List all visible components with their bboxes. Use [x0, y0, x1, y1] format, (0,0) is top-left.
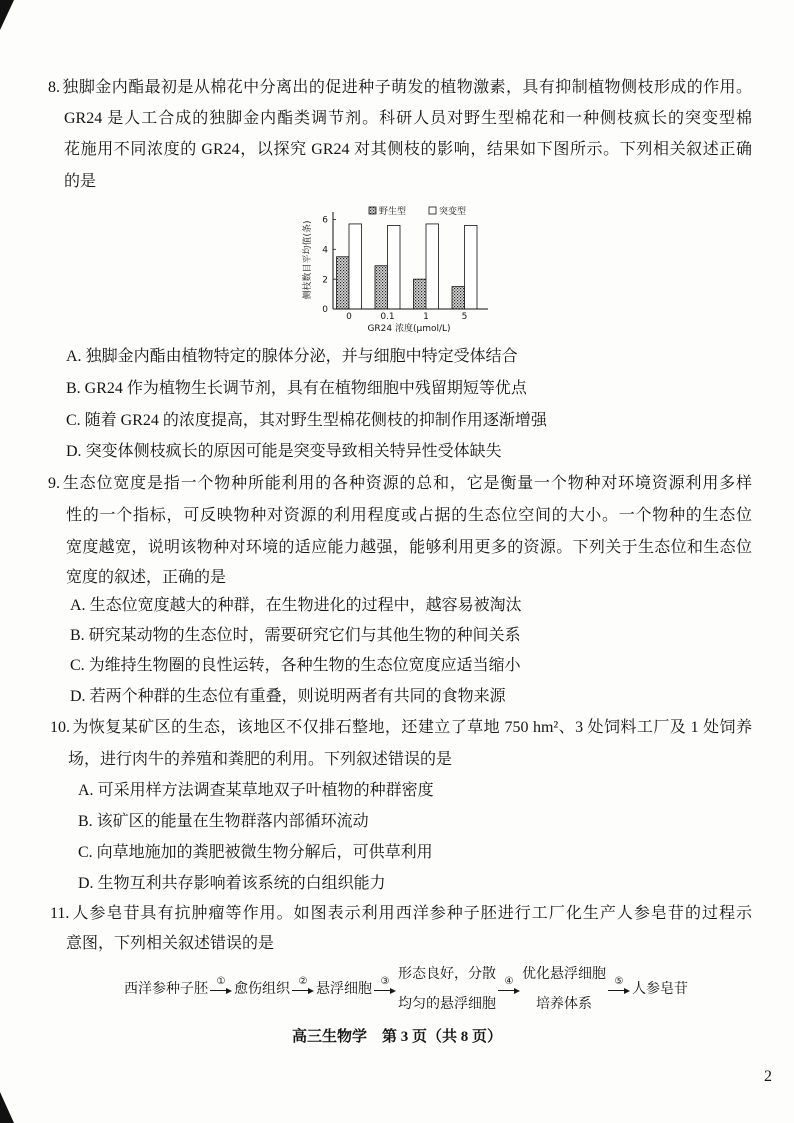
question-stem-line: 意图，下列相关叙述错误的是	[66, 935, 275, 952]
page-number: 2	[764, 1068, 772, 1085]
flow-step-text: 培养体系	[536, 997, 592, 1012]
bar-mutant-2	[426, 224, 439, 309]
ginsenoside-production-flow	[124, 968, 688, 1012]
option-label: C.	[66, 412, 81, 429]
x-tick-label-1: 0.1	[380, 312, 395, 322]
option-label: C.	[70, 657, 85, 674]
y-tick-label-0: 0	[322, 305, 328, 316]
y-tick-label-6: 6	[322, 215, 328, 226]
option-label: B.	[70, 627, 85, 644]
x-tick-label-0: 0	[346, 312, 352, 322]
legend-swatch-mutant	[429, 207, 436, 214]
question-stem-line	[50, 904, 752, 924]
flow-step-text: 愈伤组织	[234, 982, 290, 997]
question-stem-line	[48, 474, 752, 494]
question-stem-line	[50, 718, 752, 738]
question-stem-line: 的是	[64, 173, 97, 190]
question-stem-line: 花施用不同浓度的 GR24，以探究 GR24 对其侧枝的影响，结果如下图所示。下列相关叙述正确	[64, 141, 752, 158]
y-tick-label-4: 4	[322, 245, 328, 256]
flow-step-text: 悬浮细胞	[316, 982, 372, 997]
x-tick-label-2: 1	[423, 312, 429, 322]
stem-text: 独脚金内酯最初是从棉花中分离出的促进种子萌发的植物激素，具有抑制植物侧枝形成的作用。	[62, 79, 752, 96]
chart-legend	[369, 205, 466, 217]
option-text: 突变体侧枝疯长的原因可能是突变导致相关特异性受体缺失	[85, 443, 502, 460]
question-stem-line: 宽度越宽，说明该物种对环境的适应能力越强，能够利用更多的资源。下列关于生态位和生态位	[66, 539, 752, 556]
option-label: B.	[78, 813, 93, 830]
question-number: 9.	[48, 475, 60, 492]
option-text: 可采用样方法调查某草地双子叶植物的种群密度	[97, 782, 434, 799]
question-stem-line: GR24 是人工合成的独脚金内酯类调节剂。科研人员对野生型棉花和一种侧枝疯长的突变型棉	[64, 110, 752, 127]
legend-label-mutant: 突变型	[439, 207, 467, 217]
bar-mutant-0	[349, 224, 362, 309]
stem-text: 生态位宽度是指一个物种所能利用的各种资源的总和，它是衡量一个物种对环境资源利用多样	[62, 475, 752, 492]
bar-wild-type-2	[414, 279, 427, 309]
flow-step-optimized-culture-system	[522, 968, 606, 1012]
option-B	[78, 812, 752, 832]
bar-wild-type-0	[337, 257, 350, 309]
flow-step-number: ⑤	[614, 976, 624, 987]
option-label: A.	[70, 597, 86, 614]
option-C	[78, 843, 752, 863]
flow-step-text: 形态良好，分散	[398, 967, 496, 982]
question-number: 11.	[50, 905, 70, 922]
question-stem-line: 场，进行肉牛的养殖和粪肥的利用。下列叙述错误的是	[68, 751, 453, 768]
legend-label-wild-type: 野生型	[379, 207, 407, 217]
question-stem-line: 性的一个指标，可反映物种对资源的利用程度或占据的生态位空间的大小。一个物种的生态位	[66, 507, 752, 524]
flow-arrow-2	[292, 968, 314, 1012]
option-text: 生态位宽度越大的种群，在生物进化的过程中，越容易被淘汰	[89, 597, 522, 614]
flow-step-uniform-suspension-cells	[398, 968, 496, 1012]
option-label: D.	[70, 688, 86, 705]
y-tick-label-2: 2	[322, 275, 328, 286]
flow-step-text: 西洋参种子胚	[124, 982, 208, 997]
flow-arrow-5	[608, 968, 630, 1012]
bar-mutant-3	[465, 225, 478, 309]
question-number: 10.	[50, 719, 70, 736]
flow-step-text: 均匀的悬浮细胞	[398, 997, 496, 1012]
legend-swatch-wild-type	[369, 207, 376, 214]
flow-arrow-1	[210, 968, 232, 1012]
option-D	[70, 687, 752, 707]
question-stem-line: 宽度的叙述，正确的是	[66, 569, 227, 586]
option-text: 若两个种群的生态位有重叠，则说明两者有共同的食物来源	[89, 688, 506, 705]
option-text: 为维持生物圈的良性运转，各种生物的生态位宽度应适当缩小	[88, 657, 521, 674]
scan-corner-mark-top-left	[0, 0, 14, 30]
x-axis-label: GR24 浓度(μmol/L)	[367, 324, 451, 334]
stem-text: 为恢复某矿区的生态，该地区不仅排石整地，还建立了草地 750 hm²、3 处饲料工厂及 1 处饲养	[72, 719, 752, 736]
flow-step-callus	[234, 968, 290, 1012]
option-label: D.	[66, 443, 82, 460]
gr24-bar-chart	[295, 198, 495, 338]
flow-step-number: ②	[298, 976, 308, 987]
flow-step-text: 优化悬浮细胞	[522, 967, 606, 982]
question-stem-line	[48, 78, 752, 98]
option-label: B.	[66, 380, 81, 397]
flow-arrow-3	[374, 968, 396, 1012]
option-B	[66, 379, 752, 399]
flow-step-text: 人参皂苷	[632, 982, 688, 997]
y-axis-label: 侧枝数目平均值(条)	[303, 220, 313, 300]
flow-step-number: ①	[216, 976, 226, 987]
option-D	[78, 874, 752, 894]
option-D	[66, 442, 752, 462]
plot-area	[322, 212, 488, 322]
option-label: D.	[78, 875, 94, 892]
flow-step-ginsenoside	[632, 968, 688, 1012]
option-text: 随着 GR24 的浓度提高，其对野生型棉花侧枝的抑制作用逐渐增强	[84, 412, 547, 429]
option-text: 研究某动物的生态位时，需要研究它们与其他生物的种间关系	[88, 627, 521, 644]
flow-step-number: ④	[504, 976, 514, 987]
option-A	[78, 781, 752, 801]
question-number: 8.	[48, 79, 60, 96]
page-footer: 高三生物学 第 3 页（共 8 页）	[291, 1029, 502, 1045]
scan-corner-mark-bottom-left	[0, 1092, 14, 1123]
option-text: 该矿区的能量在生物群落内部循环流动	[96, 813, 369, 830]
bar-mutant-1	[388, 225, 401, 309]
option-text: 生物互利共存影响着该系统的白组织能力	[97, 875, 386, 892]
option-label: C.	[78, 844, 93, 861]
option-B	[70, 626, 752, 646]
option-label: A.	[66, 348, 82, 365]
option-label: A.	[78, 782, 94, 799]
option-text: 向草地施加的粪肥被微生物分解后，可供草利用	[96, 844, 433, 861]
flow-step-suspension-cells	[316, 968, 372, 1012]
option-C	[70, 656, 752, 676]
option-A	[66, 347, 752, 367]
stem-text: 人参皂苷具有抗肿瘤等作用。如图表示利用西洋参种子胚进行工厂化生产人参皂苷的过程示	[71, 905, 752, 922]
bar-wild-type-3	[452, 287, 465, 309]
flow-step-seed-embryo	[124, 968, 208, 1012]
option-C	[66, 411, 752, 431]
option-A	[70, 596, 752, 616]
flow-step-number: ③	[380, 976, 390, 987]
bar-wild-type-1	[375, 266, 388, 309]
option-text: GR24 作为植物生长调节剂，具有在植物细胞中残留期短等优点	[84, 380, 527, 397]
option-text: 独脚金内酯由植物特定的腺体分泌，并与细胞中特定受体结合	[85, 348, 518, 365]
flow-arrow-4	[498, 968, 520, 1012]
x-tick-label-3: 5	[461, 312, 468, 322]
